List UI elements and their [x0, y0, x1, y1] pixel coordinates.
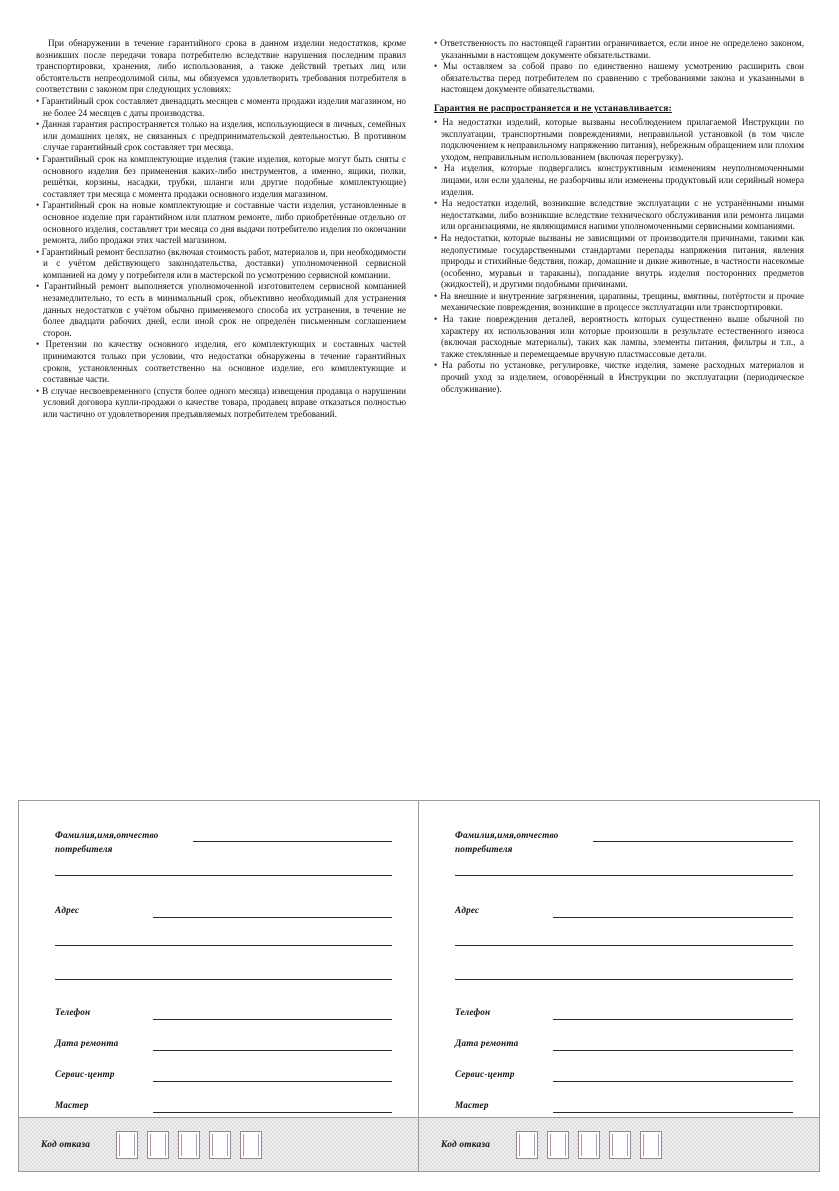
field-input-service-center[interactable]: [553, 1081, 793, 1082]
field-input-address-3[interactable]: [55, 979, 392, 980]
exclusions-heading: Гарантия не распространяется и не устанавливается:: [434, 103, 672, 114]
left-bullet-5-text: Гарантийный ремонт бесплатно (включая стоимость работ, материалов и, при необходимости и с учётом действующего законодательства, доставки) уполномоченной сервисной компанией на дому у потребителя или в мастерской по усмотрению сервисной компании.: [41, 246, 406, 280]
code-box[interactable]: [609, 1131, 631, 1159]
bullet-marker: •: [36, 153, 43, 164]
field-label-address: Адрес: [455, 905, 480, 915]
bullet-marker: •: [434, 38, 441, 48]
left-bullet-6-text: Гарантийный ремонт выполняется уполномоченной изготовителем сервисной компанией незамедлительно, то есть в минимальный срок, объективно необходимый для устранения данных недостатков с учётом обычно применяемого способа их устранения, в течение не более двадцати рабочих дней, если иной срок не определён письменным соглашением сторон.: [43, 281, 406, 338]
field-row-service-center: [33, 1065, 404, 1096]
code-box-inner: [181, 1134, 197, 1156]
field-input-address-3[interactable]: [455, 979, 793, 980]
left-bullet-7-text: Претензии по качеству основного изделия, его комплектующих и составных частей принимаются только при условии, что недостатки обнаружены в течение гарантийных сроков, установленных соответственно на основное изделие, его комплектующие и составные части.: [43, 339, 406, 385]
right-exclusion-5: [434, 291, 804, 314]
field-label-address: Адрес: [55, 905, 80, 915]
right-exclusion-6: [434, 314, 804, 360]
bullet-marker: •: [36, 119, 42, 130]
left-bullet-2-text: Данная гарантия распространяется только на изделия, использующиеся в личных, семейных или домашних целях, не связанных с предпринимательской деятельностью. В противном случае гарантийный срок составляет три месяца.: [41, 119, 407, 153]
field-input-phone[interactable]: [553, 1019, 793, 1020]
code-boxes: [516, 1131, 662, 1159]
bullet-marker: •: [434, 360, 443, 371]
left-intro-paragraph: При обнаружении в течение гарантийного срока в данном изделии недостатков, кроме возникших после передачи товара потребителю вследствие нарушения последним правил транспортировки, хранения, либо использования, а также действий третьих лиц или обстоятельств непреодолимой силы, мы обязуемся удовлетворить требования потребителя в соответствии с законом при следующих условиях:: [36, 38, 406, 95]
code-box[interactable]: [240, 1131, 262, 1159]
bullet-marker: •: [434, 163, 444, 174]
left-bullet-8: [36, 386, 406, 421]
field-label-phone: Телефон: [55, 1007, 91, 1017]
code-box[interactable]: [640, 1131, 662, 1159]
field-label-name-line1: Фамилия,имя,отчество: [455, 830, 559, 840]
bullet-marker: •: [36, 246, 42, 257]
field-input-name-extra[interactable]: [455, 875, 793, 876]
right-exclusion-1: [434, 117, 804, 163]
coupon-left-code-strip: [19, 1117, 418, 1171]
field-input-name[interactable]: [593, 841, 793, 842]
code-box-inner: [243, 1134, 259, 1156]
left-bullet-1: [36, 96, 406, 119]
coupon-right-fields: [419, 801, 819, 1119]
field-row-name-extra: [433, 869, 805, 899]
right-bullet-2-text: Мы оставляем за собой право по единственно нашему усмотрению расширить свои обязательства перед потребителем по сравнению с требованиями закона и указанными в настоящем документе обязательствами.: [441, 61, 804, 95]
code-box-inner: [119, 1134, 135, 1156]
bullet-marker: •: [434, 314, 443, 325]
bullet-marker: •: [36, 281, 45, 292]
code-box[interactable]: [578, 1131, 600, 1159]
coupon-right: [419, 800, 820, 1172]
left-bullet-4-text: Гарантийный срок на новые комплектующие и составные части изделия, установленные в основное изделие при гарантийном или платном ремонте, либо приобретённые отдельно от основного изделия, составляет три месяца со дня выдачи потребителю изделия по окончании ремонта, либо продажи этих частей магазином.: [42, 200, 406, 246]
code-box[interactable]: [547, 1131, 569, 1159]
right-exclusion-3: [434, 198, 804, 233]
bullet-marker: •: [434, 290, 441, 301]
bullet-marker: •: [36, 95, 42, 106]
field-input-name-extra[interactable]: [55, 875, 392, 876]
service-coupons: [18, 800, 821, 1172]
code-box[interactable]: [116, 1131, 138, 1159]
field-label-repair-date: Дата ремонта: [55, 1038, 119, 1048]
code-box[interactable]: [209, 1131, 231, 1159]
field-row-repair-date: [433, 1034, 805, 1065]
code-boxes: [116, 1131, 262, 1159]
right-bullet-1: [434, 38, 804, 61]
left-bullet-3: [36, 154, 406, 200]
field-label-name-line2: потребителя: [55, 843, 113, 854]
right-exclusion-2: [434, 163, 804, 198]
right-exclusion-6-text: На такие повреждения деталей, вероятность которых существенно выше обычной по характеру их использования или которые произошли в результате естественного износа (включая расходные материалы), таких как лампы, элементы питания, фильтры и т.п., а также стеклянные и перемещаемые вручную пластмассовые детали.: [441, 314, 804, 359]
field-label-phone: Телефон: [455, 1007, 491, 1017]
coupon-left: [18, 800, 419, 1172]
code-box-inner: [581, 1134, 597, 1156]
left-bullet-4: [36, 200, 406, 246]
field-row-address-3: [33, 969, 404, 1003]
left-bullet-6: [36, 281, 406, 339]
field-label-name: [455, 829, 558, 856]
bullet-marker: •: [434, 198, 442, 209]
bullet-marker: •: [434, 61, 444, 72]
field-input-repair-date[interactable]: [553, 1050, 793, 1051]
field-row-phone: [433, 1003, 805, 1034]
field-row-address-2: [33, 937, 404, 969]
code-box-inner: [643, 1134, 659, 1156]
coupon-right-code-strip: [419, 1117, 819, 1171]
field-label-master: Мастер: [455, 1100, 489, 1110]
field-label-name: [55, 829, 158, 856]
coupon-left-fields: [19, 801, 418, 1119]
document-columns: [36, 38, 804, 421]
right-text-column: [434, 38, 804, 421]
field-label-repair-date: Дата ремонта: [455, 1038, 519, 1048]
left-bullet-8-text: В случае несвоевременного (спустя более одного месяца) извещения продавца о нарушении условий договора купли-продажи о качестве товара, продавец вправе отказаться полностью или частично от удовлетворения предъявляемых потребителем требований.: [42, 385, 406, 419]
field-row-name-extra: [33, 869, 404, 899]
field-label-master: Мастер: [55, 1100, 89, 1110]
code-box[interactable]: [147, 1131, 169, 1159]
bullet-marker: •: [36, 200, 43, 211]
field-row-phone: [33, 1003, 404, 1034]
right-exclusion-4: [434, 233, 804, 291]
bullet-marker: •: [434, 232, 441, 243]
bullet-marker: •: [434, 116, 443, 127]
field-row-address: [433, 899, 805, 937]
right-exclusion-4-text: На недостатки, которые вызваны не зависящими от производителя причинами, такими как недопустимые государственными стандартами перепады напряжения питания, явления природы и стихийные бедствия, пожар, домашние и дикие животные, в частности насекомые (особенно, муравьи и тараканы), попадание внутрь изделия посторонних предметов (жидкостей), и другими подобными причинами.: [440, 232, 804, 290]
field-input-phone[interactable]: [153, 1019, 392, 1020]
field-row-address: [33, 899, 404, 937]
code-label: Код отказа: [441, 1139, 491, 1150]
field-input-address-1[interactable]: [553, 917, 793, 918]
code-box[interactable]: [516, 1131, 538, 1159]
field-label-service-center: Сервис-центр: [455, 1069, 515, 1079]
field-input-master[interactable]: [153, 1112, 392, 1113]
field-input-address-2[interactable]: [55, 945, 392, 946]
field-row-service-center: [433, 1065, 805, 1096]
field-row-name: [33, 829, 404, 869]
bullet-marker: •: [36, 385, 43, 396]
left-bullet-7: [36, 339, 406, 385]
field-row-address-3: [433, 969, 805, 1003]
left-bullet-5: [36, 247, 406, 282]
field-input-name[interactable]: [193, 841, 392, 842]
field-label-service-center: Сервис-центр: [55, 1069, 115, 1079]
right-exclusion-5-text: На внешние и внутренние загрязнения, царапины, трещины, вмятины, потёртости и прочие механические повреждения, возникшие в процессе эксплуатации или транспортировки.: [440, 290, 804, 313]
field-input-address-2[interactable]: [455, 945, 793, 946]
code-box-inner: [519, 1134, 535, 1156]
field-label-name-line1: Фамилия,имя,отчество: [55, 830, 159, 840]
right-exclusion-7: [434, 360, 804, 395]
field-input-service-center[interactable]: [153, 1081, 392, 1082]
field-input-address-1[interactable]: [153, 917, 392, 918]
code-box-inner: [550, 1134, 566, 1156]
field-input-master[interactable]: [553, 1112, 793, 1113]
code-box-inner: [212, 1134, 228, 1156]
right-bullet-1-text: Ответственность по настоящей гарантии ограничивается, если иное не определено законом, указанными в настоящем документе обязательствами.: [440, 38, 804, 60]
left-bullet-2: [36, 119, 406, 154]
left-bullet-1-text: Гарантийный срок составляет двенадцать месяцев с момента продажи изделия магазином, но не более 24 месяцев с даты производства.: [41, 95, 406, 118]
left-text-column: [36, 38, 406, 421]
right-exclusion-1-text: На недостатки изделий, которые вызваны несоблюдением прилагаемой Инструкции по эксплуатации, транспортными повреждениями, неправильной установкой (в том числе подключением к неправильному напряжению питания), небрежным обращением или плохим уходом, неправильным использованием (включая перегрузку).: [441, 116, 804, 162]
code-box[interactable]: [178, 1131, 200, 1159]
bullet-marker: •: [36, 339, 46, 350]
field-row-address-2: [433, 937, 805, 969]
right-bullet-2: [434, 61, 804, 96]
right-exclusion-2-text: На изделия, которые подвергались конструктивным изменениям неуполномоченными лицами, или если удалены, не разборчивы или изменены продуктовый или серийный номера изделия.: [441, 163, 804, 197]
code-box-inner: [612, 1134, 628, 1156]
field-row-repair-date: [33, 1034, 404, 1065]
field-row-name: [433, 829, 805, 869]
right-exclusion-7-text: На работы по установке, регулировке, чистке изделия, замене расходных материалов и прочий уход за изделием, оговорённый в Инструкции по эксплуатации (периодическое обслуживание).: [441, 360, 804, 394]
code-box-inner: [150, 1134, 166, 1156]
field-label-name-line2: потребителя: [455, 843, 513, 854]
right-exclusion-3-text: На недостатки изделий, возникшие вследствие эксплуатации с не устранёнными иными недостатками, либо возникшие вследствие технического обслуживания или ремонта лицами или организациями, не являющимися напими уполномоченными сервисными компаниями.: [441, 198, 804, 232]
left-bullet-3-text: Гарантийный срок на комплектующие изделия (такие изделия, которые могут быть сняты с основного изделия без применения каких-либо инструментов, а именно, ящики, полки, решётки, корзины, насадки, трубки, шланги или другие подобные комплектующие) составляет три месяца с момента продажи основного изделия магазином.: [42, 153, 406, 199]
code-label: Код отказа: [41, 1139, 91, 1150]
field-input-repair-date[interactable]: [153, 1050, 392, 1051]
